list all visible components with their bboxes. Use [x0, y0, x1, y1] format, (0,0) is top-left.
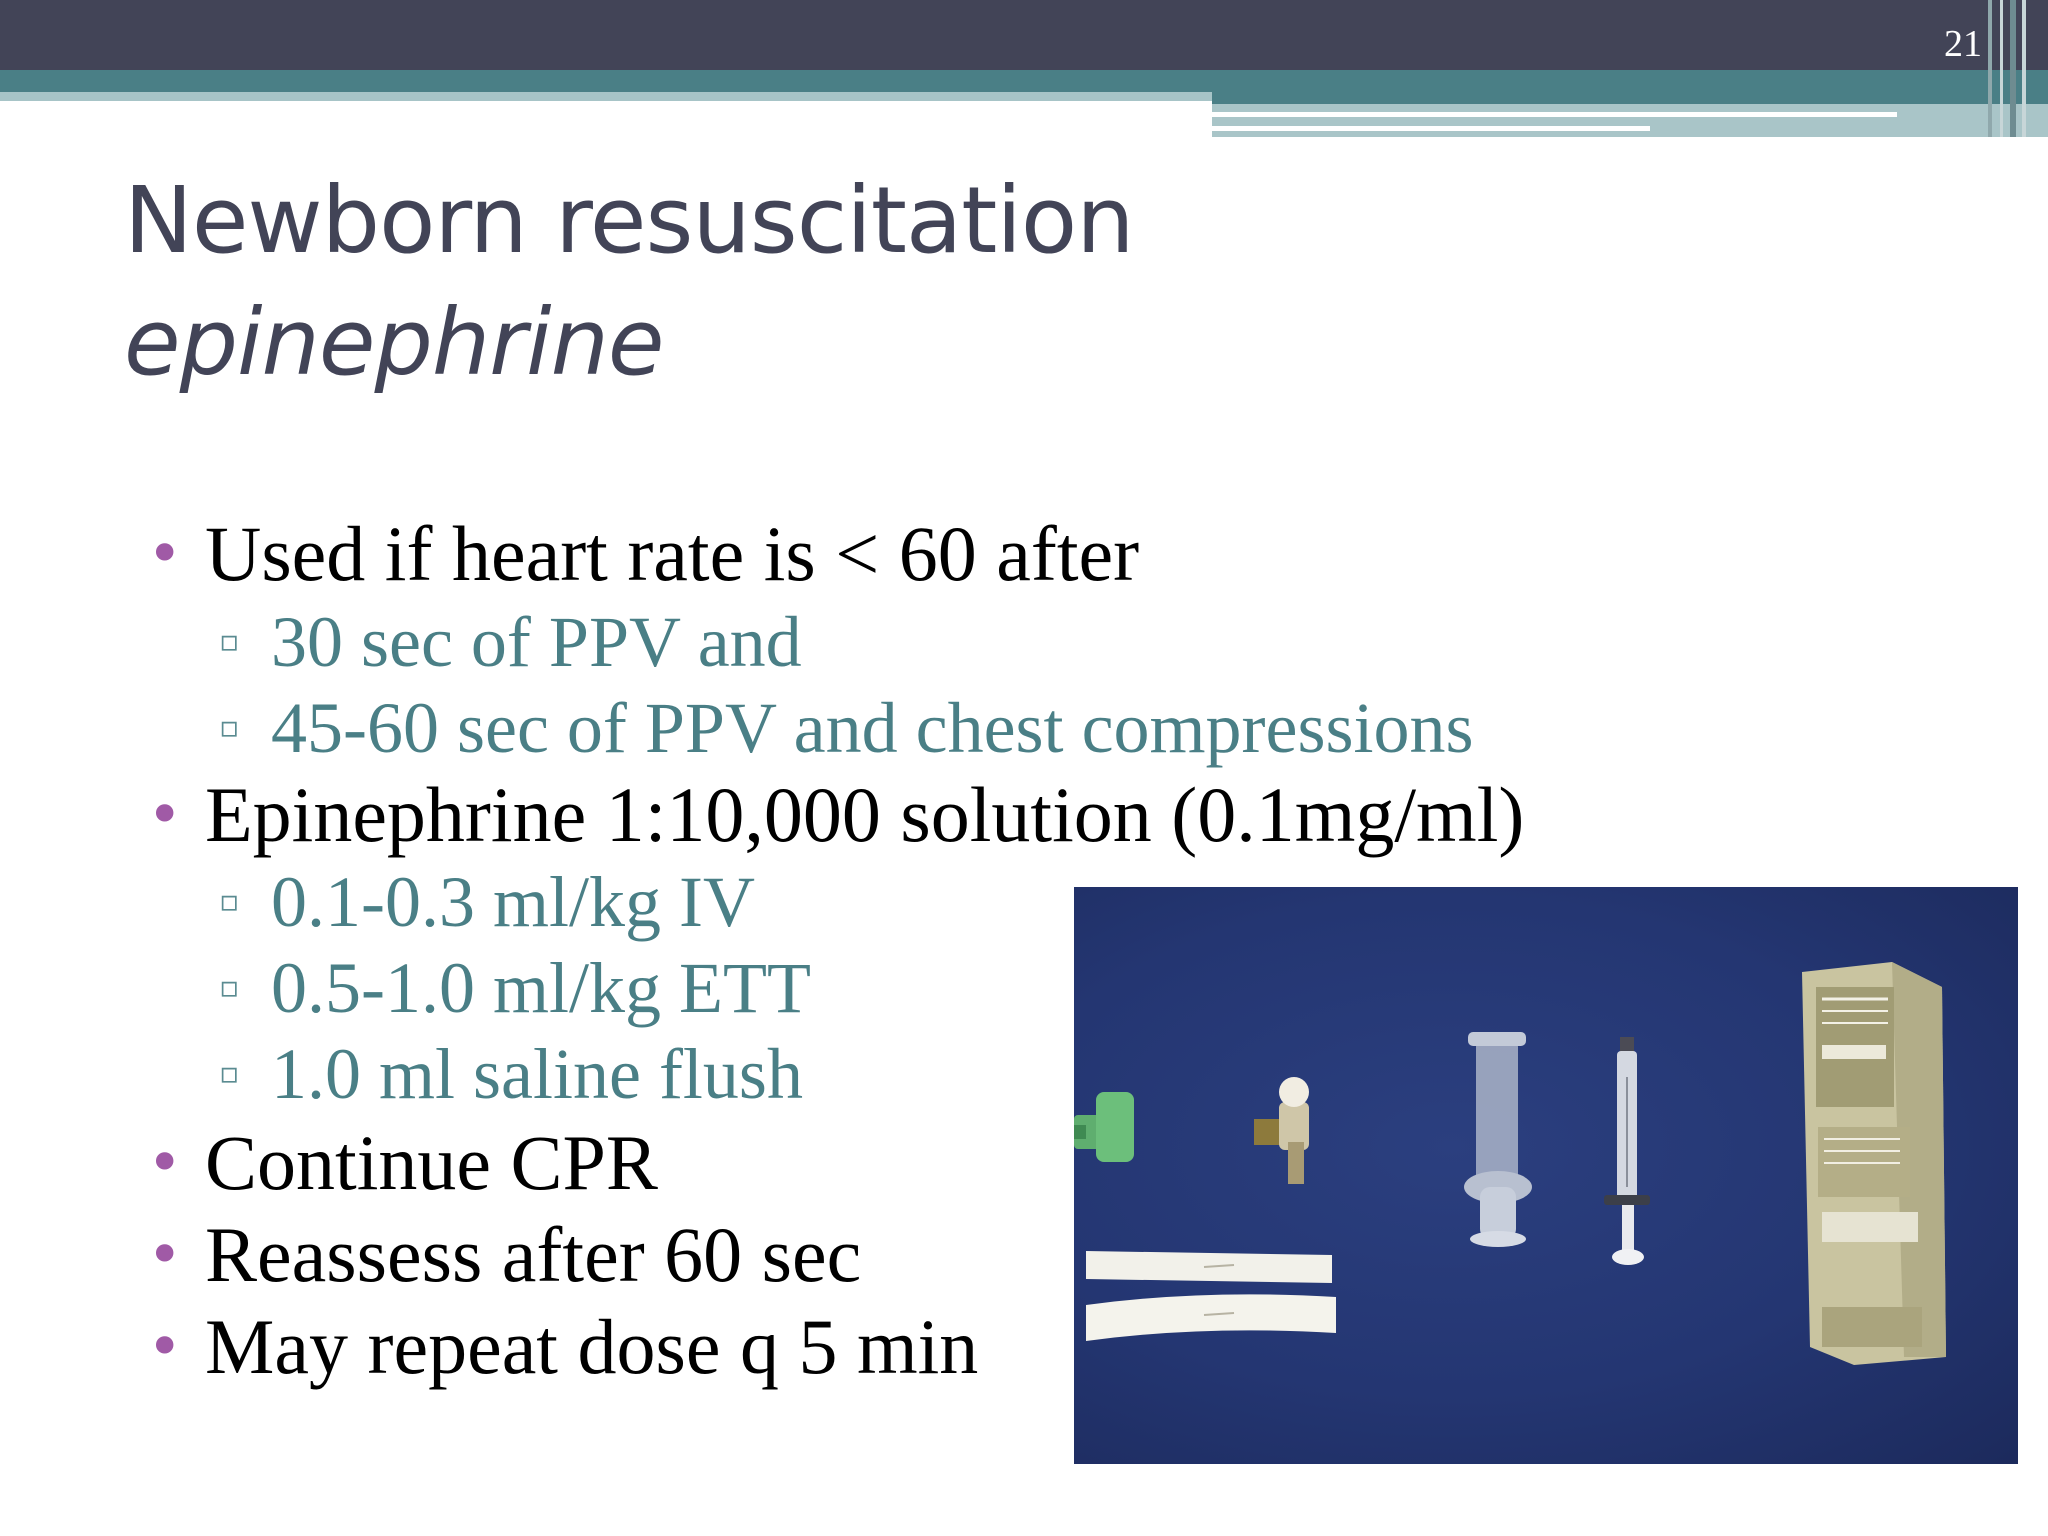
- sub-bullet-item: [219, 862, 755, 942]
- sub-bullet-item: [219, 688, 1474, 768]
- title-line-subtitle: epinephrine: [124, 289, 664, 396]
- bullet-marker: •: [147, 780, 183, 850]
- bullet-text: Epinephrine 1:10,000 solution (0.1mg/ml): [205, 771, 1525, 858]
- large-syringe-icon: [1464, 1032, 1532, 1247]
- supplies-illustration: [1074, 887, 2018, 1464]
- sub-bullet-text: 30 sec of PPV and: [271, 602, 802, 682]
- bullet-text: Continue CPR: [205, 1119, 658, 1206]
- bullet-marker: •: [147, 519, 183, 589]
- sub-bullet-marker: ▫: [219, 884, 240, 919]
- header-white-line: [1212, 112, 1897, 117]
- header-white-line: [1212, 126, 1650, 131]
- title-line-main: Newborn resuscitation: [124, 167, 1134, 274]
- sub-bullet-item: [219, 1034, 803, 1114]
- bullet-marker: •: [147, 1220, 183, 1290]
- header-vertical-line: [1988, 0, 1992, 137]
- sub-bullet-text: 1.0 ml saline flush: [271, 1034, 803, 1114]
- sub-bullet-marker: ▫: [219, 970, 240, 1005]
- epinephrine-supplies-photo: [1074, 887, 2018, 1464]
- bullet-text: May repeat dose q 5 min: [205, 1303, 979, 1390]
- bullet-item: [147, 510, 1140, 597]
- header-bar: [0, 0, 2048, 70]
- epinephrine-box-icon: [1802, 962, 1946, 1365]
- bullet-item: [147, 771, 1525, 858]
- sub-bullet-text: 0.5-1.0 ml/kg ETT: [271, 948, 811, 1028]
- small-syringe-icon: [1604, 1037, 1650, 1265]
- header-accent-band: [0, 70, 2048, 92]
- sub-bullet-item: [219, 948, 811, 1028]
- bullet-marker: •: [147, 1312, 183, 1382]
- header-vertical-line: [2010, 0, 2016, 137]
- sub-bullet-item: [219, 602, 802, 682]
- slide-number: 21: [1944, 23, 1982, 65]
- sub-bullet-marker: ▫: [219, 710, 240, 745]
- label-strips-icon: [1086, 1251, 1336, 1341]
- bullet-text: Used if heart rate is < 60 after: [205, 510, 1140, 597]
- sub-bullet-text: 0.1-0.3 ml/kg IV: [271, 862, 755, 942]
- sub-bullet-text: 45-60 sec of PPV and chest compressions: [271, 688, 1474, 768]
- header-light-band: [0, 92, 1212, 101]
- bullet-item: [147, 1211, 862, 1298]
- bullet-text: Reassess after 60 sec: [205, 1211, 862, 1298]
- header-vertical-line: [2022, 0, 2026, 137]
- bullet-item: [147, 1119, 658, 1206]
- header-vertical-line: [2000, 0, 2003, 137]
- sub-bullet-marker: ▫: [219, 1056, 240, 1091]
- sub-bullet-marker: ▫: [219, 624, 240, 659]
- bullet-marker: •: [147, 1128, 183, 1198]
- needle-connector-icon: [1254, 1077, 1309, 1184]
- green-stopcock-icon: [1074, 1092, 1134, 1162]
- slide-title: [124, 160, 1424, 404]
- bullet-item: [147, 1303, 979, 1390]
- header-step-teal: [1212, 92, 2048, 104]
